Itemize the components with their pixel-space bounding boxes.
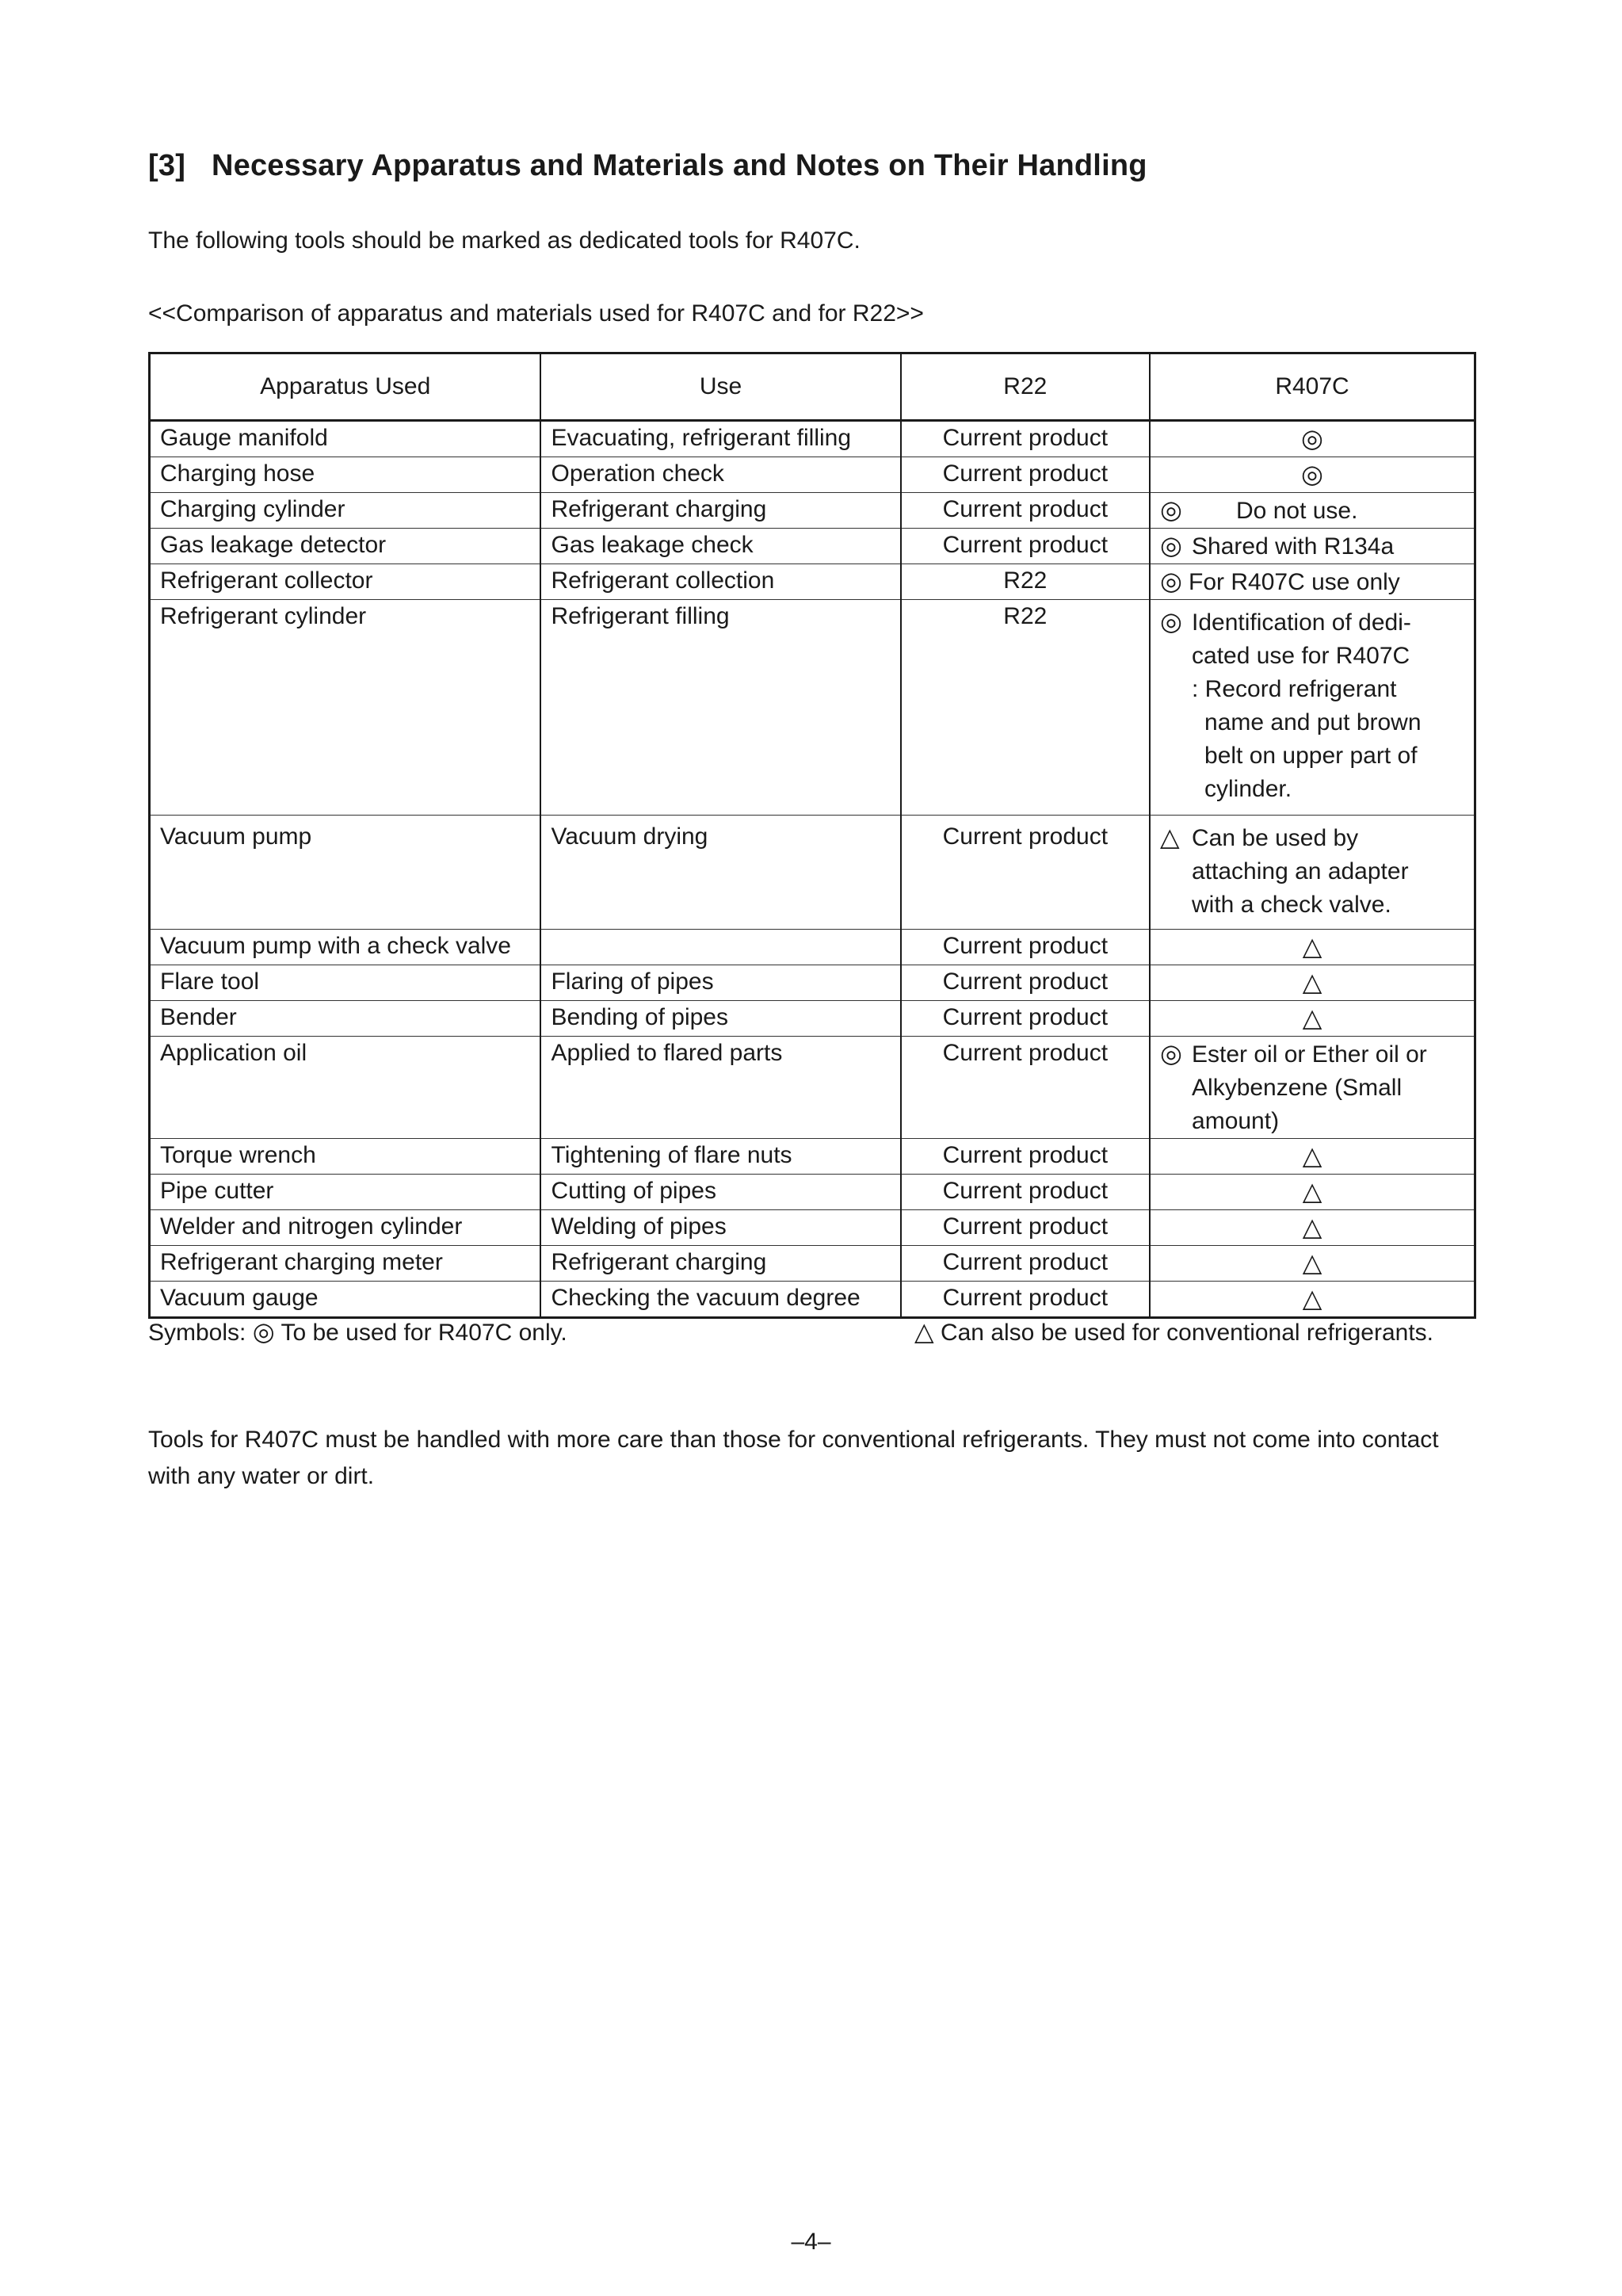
r407c-note-line: Alkybenzene (Small xyxy=(1192,1075,1403,1101)
cell-r22: Current product xyxy=(901,1037,1150,1139)
cell-apparatus: Pipe cutter xyxy=(150,1175,541,1210)
triangle-icon: △ xyxy=(1302,1213,1322,1241)
cell-use: Refrigerant charging xyxy=(540,1246,900,1282)
cell-r407c xyxy=(1150,1282,1475,1318)
table-row xyxy=(150,1139,1475,1175)
cell-r22: Current product xyxy=(901,1001,1150,1037)
table-row xyxy=(150,600,1475,816)
double-circle-legend-text: To be used for R407C only. xyxy=(281,1320,567,1346)
triangle-legend-text: Can also be used for conventional refrigerants. xyxy=(940,1320,1433,1346)
table-row xyxy=(150,965,1475,1001)
double-circle-icon: ◎ xyxy=(1160,567,1182,595)
table-row xyxy=(150,564,1475,600)
section-title: Necessary Apparatus and Materials and Notes on Their Handling xyxy=(212,149,1147,182)
cell-r22: Current product xyxy=(901,529,1150,564)
r407c-note-line: Can be used by xyxy=(1192,825,1359,851)
cell-apparatus: Charging cylinder xyxy=(150,493,541,529)
double-circle-icon: ◎ xyxy=(1301,424,1323,453)
r407c-note-line: Ester oil or Ether oil or xyxy=(1192,1041,1427,1068)
cell-r407c xyxy=(1150,564,1475,600)
table-row xyxy=(150,1210,1475,1246)
cell-apparatus: Gas leakage detector xyxy=(150,529,541,564)
symbols-label: Symbols: xyxy=(148,1320,246,1346)
header-r22: R22 xyxy=(901,353,1150,421)
r407c-note: Shared with R134a xyxy=(1192,533,1395,560)
cell-r22: R22 xyxy=(901,600,1150,816)
table-row xyxy=(150,1037,1475,1139)
cell-apparatus: Flare tool xyxy=(150,965,541,1001)
triangle-icon: △ xyxy=(1302,932,1322,961)
triangle-icon: △ xyxy=(1302,1003,1322,1032)
cell-use: Refrigerant collection xyxy=(540,564,900,600)
r407c-note-line: belt on upper part of xyxy=(1204,743,1418,769)
cell-r407c xyxy=(1150,600,1475,816)
cell-apparatus: Welder and nitrogen cylinder xyxy=(150,1210,541,1246)
cell-use: Tightening of flare nuts xyxy=(540,1139,900,1175)
r407c-note-line: Identification of dedi- xyxy=(1192,609,1411,636)
section-heading xyxy=(148,149,1147,183)
cell-r407c xyxy=(1150,1210,1475,1246)
r407c-note-line: cated use for R407C xyxy=(1192,643,1410,669)
cell-apparatus: Vacuum pump with a check valve xyxy=(150,930,541,965)
triangle-icon: △ xyxy=(1160,823,1180,851)
cell-r22: Current product xyxy=(901,1210,1150,1246)
cell-use: Evacuating, refrigerant filling xyxy=(540,421,900,457)
triangle-icon: △ xyxy=(914,1317,934,1346)
cell-use xyxy=(540,930,900,965)
cell-use: Flaring of pipes xyxy=(540,965,900,1001)
cell-r407c xyxy=(1150,529,1475,564)
table-row xyxy=(150,421,1475,457)
triangle-icon: △ xyxy=(1302,1248,1322,1277)
section-number: [3] xyxy=(148,149,186,182)
r407c-note-line: : Record refrigerant xyxy=(1192,676,1397,702)
cell-r22: Current product xyxy=(901,1175,1150,1210)
table-row xyxy=(150,493,1475,529)
r407c-note-line: cylinder. xyxy=(1204,776,1292,802)
cell-apparatus: Vacuum pump xyxy=(150,816,541,930)
cell-apparatus: Refrigerant cylinder xyxy=(150,600,541,816)
cell-r22: Current product xyxy=(901,1246,1150,1282)
triangle-icon: △ xyxy=(1302,1284,1322,1312)
cell-r407c xyxy=(1150,457,1475,493)
cell-apparatus: Refrigerant collector xyxy=(150,564,541,600)
cell-r407c xyxy=(1150,816,1475,930)
table-row xyxy=(150,1282,1475,1318)
cell-r407c xyxy=(1150,493,1475,529)
cell-r22: Current product xyxy=(901,421,1150,457)
cell-use: Operation check xyxy=(540,457,900,493)
cell-r22: Current product xyxy=(901,1282,1150,1318)
cell-r407c xyxy=(1150,965,1475,1001)
cell-r407c xyxy=(1150,930,1475,965)
table-row xyxy=(150,1175,1475,1210)
cell-use: Vacuum drying xyxy=(540,816,900,930)
table-row xyxy=(150,529,1475,564)
r407c-note-line: amount) xyxy=(1192,1108,1280,1134)
comparison-title: <<Comparison of apparatus and materials used for R407C and for R22>> xyxy=(148,300,924,327)
triangle-icon: △ xyxy=(1302,1141,1322,1170)
cell-apparatus: Vacuum gauge xyxy=(150,1282,541,1318)
double-circle-icon: ◎ xyxy=(252,1317,275,1346)
cell-r407c xyxy=(1150,1175,1475,1210)
cell-r407c xyxy=(1150,1246,1475,1282)
r407c-note: For R407C use only xyxy=(1189,569,1400,595)
cell-apparatus: Application oil xyxy=(150,1037,541,1139)
intro-text: The following tools should be marked as dedicated tools for R407C. xyxy=(148,227,861,254)
triangle-icon: △ xyxy=(1302,1177,1322,1205)
double-circle-icon: ◎ xyxy=(1160,495,1182,524)
r407c-note-line: with a check valve. xyxy=(1192,892,1391,918)
cell-r22: Current product xyxy=(901,493,1150,529)
cell-use: Applied to flared parts xyxy=(540,1037,900,1139)
cell-r22: Current product xyxy=(901,965,1150,1001)
cell-use: Checking the vacuum degree xyxy=(540,1282,900,1318)
double-circle-icon: ◎ xyxy=(1160,607,1182,636)
handling-notes: Tools for R407C must be handled with more care than those for conventional refrigerants. They must not come into contact with any water or dirt. xyxy=(148,1427,1439,1489)
cell-apparatus: Refrigerant charging meter xyxy=(150,1246,541,1282)
table-header-row xyxy=(150,353,1475,421)
table-row xyxy=(150,930,1475,965)
cell-apparatus: Charging hose xyxy=(150,457,541,493)
double-circle-icon: ◎ xyxy=(1160,1039,1182,1068)
table-row xyxy=(150,816,1475,930)
table-row xyxy=(150,1001,1475,1037)
cell-r22: Current product xyxy=(901,930,1150,965)
cell-r407c xyxy=(1150,1139,1475,1175)
symbols-legend-triangle xyxy=(914,1316,1433,1347)
header-use: Use xyxy=(540,353,900,421)
cell-use: Bending of pipes xyxy=(540,1001,900,1037)
cell-use: Cutting of pipes xyxy=(540,1175,900,1210)
r407c-note-line: name and put brown xyxy=(1204,709,1422,735)
cell-use: Refrigerant filling xyxy=(540,600,900,816)
double-circle-icon: ◎ xyxy=(1301,460,1323,488)
triangle-icon: △ xyxy=(1302,968,1322,996)
symbols-legend xyxy=(148,1316,567,1347)
cell-r407c xyxy=(1150,421,1475,457)
r407c-note: Do not use. xyxy=(1236,498,1358,524)
cell-r22: R22 xyxy=(901,564,1150,600)
cell-use: Welding of pipes xyxy=(540,1210,900,1246)
apparatus-table xyxy=(148,352,1476,1319)
cell-apparatus: Gauge manifold xyxy=(150,421,541,457)
cell-use: Refrigerant charging xyxy=(540,493,900,529)
r407c-note-line: attaching an adapter xyxy=(1192,858,1409,884)
cell-r407c xyxy=(1150,1001,1475,1037)
cell-r407c xyxy=(1150,1037,1475,1139)
table-row xyxy=(150,1246,1475,1282)
double-circle-icon: ◎ xyxy=(1160,531,1182,560)
page-number: –4– xyxy=(791,2229,831,2255)
header-apparatus: Apparatus Used xyxy=(150,353,541,421)
cell-apparatus: Torque wrench xyxy=(150,1139,541,1175)
table-row xyxy=(150,457,1475,493)
cell-use: Gas leakage check xyxy=(540,529,900,564)
cell-apparatus: Bender xyxy=(150,1001,541,1037)
cell-r22: Current product xyxy=(901,1139,1150,1175)
cell-r22: Current product xyxy=(901,457,1150,493)
header-r407c: R407C xyxy=(1150,353,1475,421)
cell-r22: Current product xyxy=(901,816,1150,930)
